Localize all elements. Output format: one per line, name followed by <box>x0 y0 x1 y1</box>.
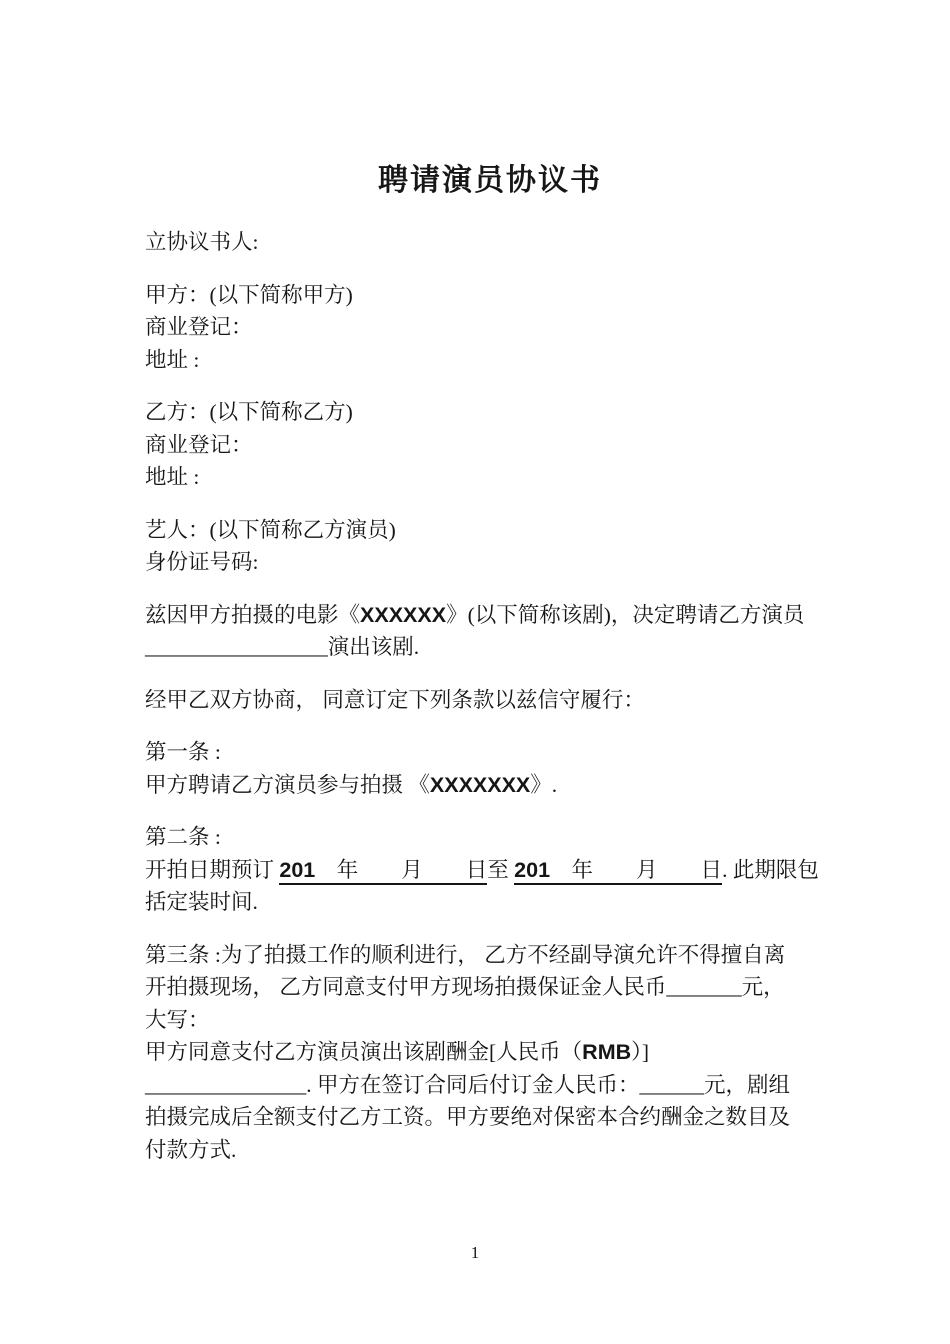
document-content <box>145 162 835 1166</box>
pay-amount-blank: _______________ <box>145 1072 307 1097</box>
recital-text-pre: 兹因甲方拍摄的电影《 <box>145 602 361 627</box>
parties-intro-line: 立协议书人: <box>145 230 259 254</box>
article-3-line-5-text: . 甲方在签订合同后付订金人民币： <box>306 1072 640 1097</box>
artist-id-line: 身份证号码: <box>145 550 259 574</box>
article-1-text-post: 》. <box>530 772 558 797</box>
document-title: 聘请演员协议书 <box>378 164 602 197</box>
article-2-text-pre: 开拍日期预订 <box>145 857 280 882</box>
spacer <box>145 376 835 396</box>
start-date-year: 201 <box>279 857 316 882</box>
recital-line-2 <box>145 631 835 664</box>
party-a-address-line: 地址 : <box>145 347 200 372</box>
page-number: 1 <box>470 1243 480 1262</box>
article-3-line-4 <box>145 1036 835 1069</box>
party-b-address-line: 地址 : <box>145 465 200 489</box>
actor-name-blank: _________________ <box>145 635 328 659</box>
agreement-statement-line: 经甲乙双方协商， 同意订定下列条款以兹信守履行： <box>145 687 645 712</box>
article-3-line-6: 拍摄完成后全额支付乙方工资。甲方要绝对保密本合约酬金之数目及 <box>145 1105 791 1129</box>
end-date-year: 201 <box>514 857 551 882</box>
article-3-line-5 <box>145 1069 835 1102</box>
spacer <box>145 579 835 599</box>
article-3-line-2 <box>145 971 835 1004</box>
article-3-line-2-text: 开拍摄现场， 乙方同意支付甲方现场拍摄保证金人民币 <box>145 975 667 999</box>
article-3-line-3: 大写： <box>145 1007 210 1032</box>
article-3-line-2-tail: 元， <box>741 975 785 999</box>
article-3-line-7: 付款方式. <box>145 1137 237 1162</box>
article-2-text-mid: 至 <box>487 857 515 882</box>
advance-amount-blank: ______ <box>639 1072 705 1097</box>
spacer <box>145 259 835 279</box>
film-title-placeholder: XXXXXX <box>360 602 447 627</box>
article-1-text-pre: 甲方聘请乙方演员参与拍摄 《 <box>145 772 430 797</box>
rmb-label: RMB <box>582 1040 632 1064</box>
party-a-name-line: 甲方：(以下简称甲方) <box>145 282 353 307</box>
end-date-units: 年 月 日 <box>550 857 723 882</box>
article-2-text-post: . 此期限包 <box>722 857 819 882</box>
spacer <box>145 664 835 684</box>
party-a-registration-line: 商业登记： <box>145 315 253 339</box>
end-date-blank <box>514 858 722 885</box>
article-3-line-5-tail: 元，剧组 <box>704 1072 791 1097</box>
article-3-line-4-text: 甲方同意支付乙方演员演出该剧酬金[人民币（ <box>145 1040 583 1064</box>
spacer <box>145 716 835 736</box>
article-3-line-1: 第三条 :为了拍摄工作的顺利进行， 乙方不经副导演允许不得擅自离 <box>145 942 786 967</box>
recital-line-1 <box>145 599 835 632</box>
article-3-line-4-tail: ）] <box>631 1040 650 1064</box>
recital-text-post: 》(以下简称该剧)，决定聘请乙方演员 <box>446 602 805 627</box>
article-2-body-line-2: 括定装时间. <box>145 890 258 914</box>
spacer <box>145 919 835 939</box>
deposit-amount-blank: _______ <box>666 975 742 999</box>
recital-line-2-text: 演出该剧. <box>327 635 420 659</box>
article-1-body <box>145 769 835 802</box>
article-2-heading: 第二条 : <box>145 825 221 849</box>
film-title-placeholder: XXXXXXX <box>429 772 531 797</box>
artist-name-line: 艺人：(以下简称乙方演员) <box>145 517 396 542</box>
party-b-name-line: 乙方：(以下简称乙方) <box>145 400 353 424</box>
spacer <box>145 801 835 821</box>
party-b-registration-line: 商业登记： <box>145 432 253 457</box>
spacer <box>145 494 835 514</box>
article-2-body-line-1 <box>145 854 835 887</box>
start-date-blank <box>279 858 487 885</box>
start-date-units: 年 月 日 <box>315 857 488 882</box>
article-1-heading: 第一条 : <box>145 740 221 764</box>
